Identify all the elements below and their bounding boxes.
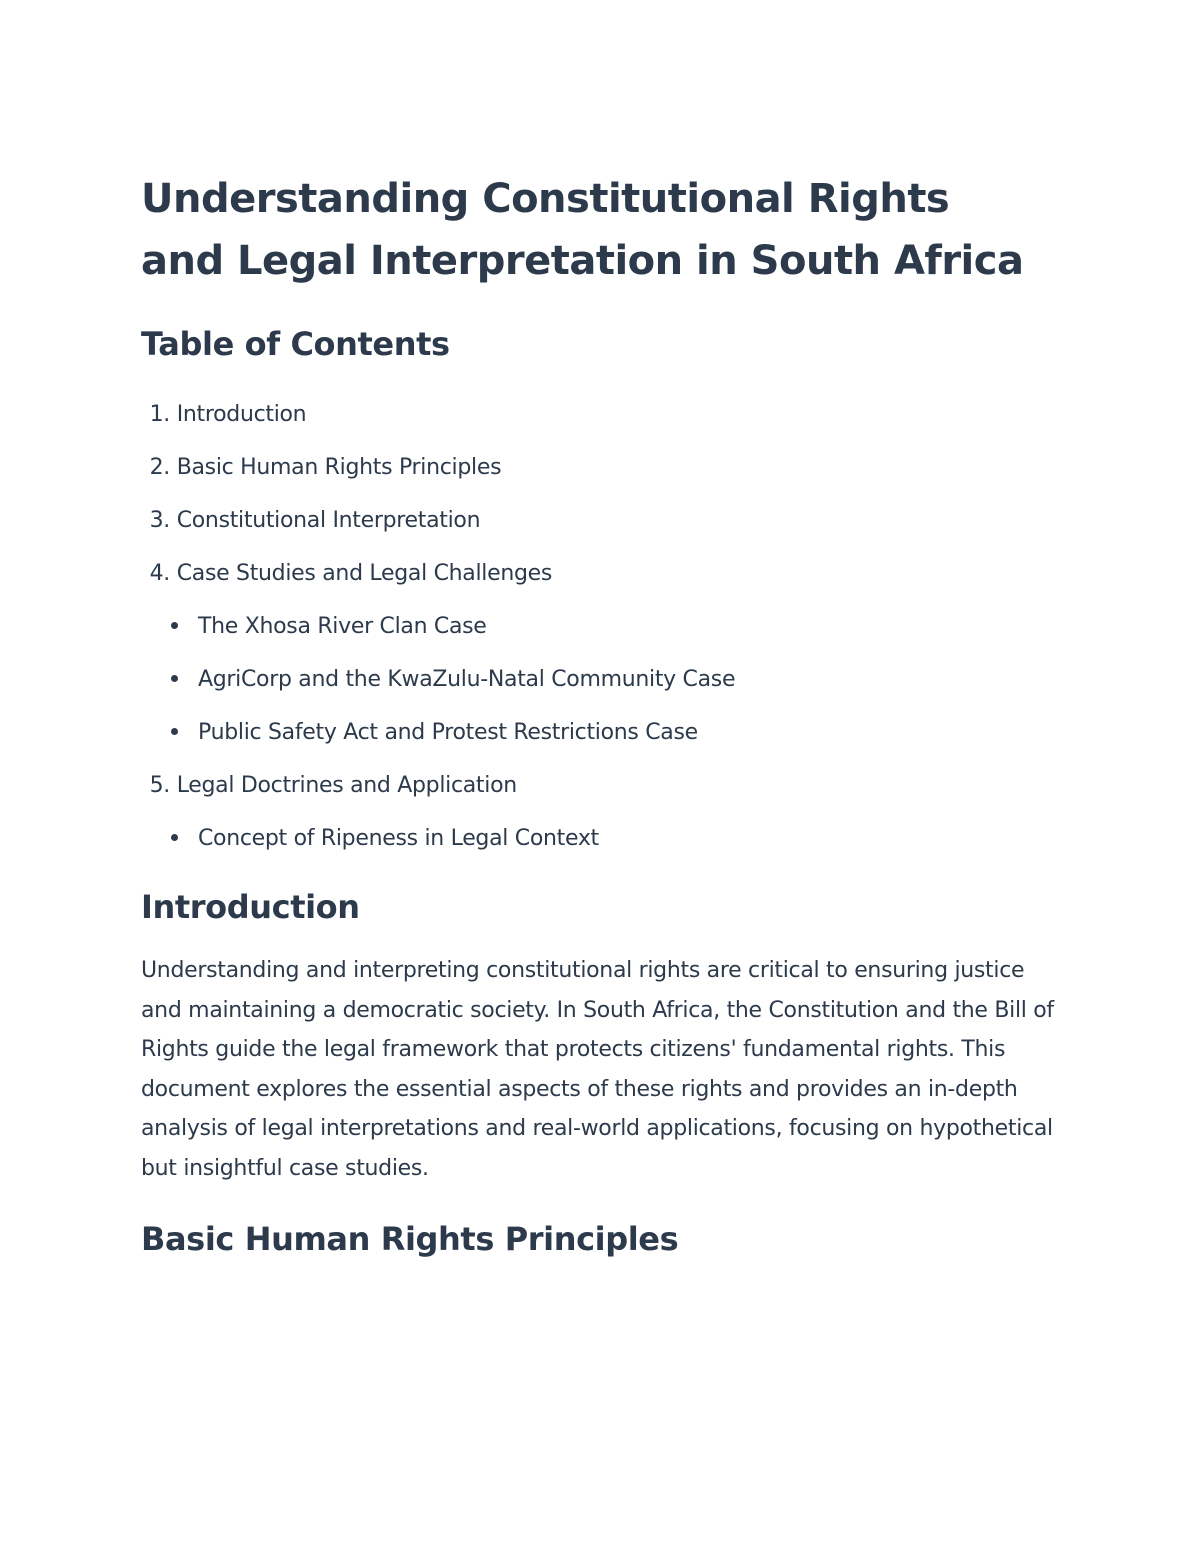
toc-item-constitutional-interpretation[interactable]: [141, 494, 1071, 547]
toc-item-basic-human-rights[interactable]: [141, 441, 1071, 494]
toc-subitem-agricorp[interactable]: [141, 653, 1071, 706]
toc-subitem-xhosa-river-clan[interactable]: [141, 600, 1071, 653]
toc-heading: Table of Contents: [141, 325, 450, 363]
toc-item-number: 4.: [149, 561, 170, 586]
document-page: [141, 168, 1071, 1259]
toc-subitem-label: Concept of Ripeness in Legal Context: [198, 826, 599, 851]
toc-subitem-public-safety-act[interactable]: [141, 706, 1071, 759]
table-of-contents: [141, 388, 1071, 865]
toc-item-number: 2.: [149, 455, 170, 480]
toc-item-label: Case Studies and Legal Challenges: [176, 561, 553, 586]
toc-item-number: 5.: [149, 773, 170, 798]
basic-principles-heading: Basic Human Rights Principles: [141, 1219, 679, 1258]
toc-subitem-ripeness[interactable]: [141, 812, 1071, 865]
bullet-icon: [171, 728, 178, 735]
title-line-1: Understanding Constitutional Rights: [141, 176, 950, 222]
title-line-2: and Legal Interpretation in South Africa: [141, 238, 1024, 284]
toc-item-label: Basic Human Rights Principles: [176, 455, 502, 480]
toc-item-case-studies[interactable]: [141, 547, 1071, 600]
toc-subitem-label: AgriCorp and the KwaZulu-Natal Community Case: [198, 667, 736, 692]
toc-subitem-label: The Xhosa River Clan Case: [198, 614, 487, 639]
introduction-heading: Introduction: [141, 888, 360, 926]
toc-subitem-label: Public Safety Act and Protest Restrictions Case: [198, 720, 698, 745]
toc-item-number: 1.: [149, 402, 170, 427]
toc-item-label: Legal Doctrines and Application: [176, 773, 517, 798]
toc-item-legal-doctrines[interactable]: [141, 759, 1071, 812]
toc-item-introduction[interactable]: [141, 388, 1071, 441]
toc-item-label: Constitutional Interpretation: [176, 508, 481, 533]
document-title: [141, 168, 1071, 292]
bullet-icon: [171, 834, 178, 841]
introduction-paragraph: Understanding and interpreting constitutional rights are critical to ensuring justice and maintaining a democratic society. In South Africa, the Constitution and the Bill of Rights guide the legal framework that protects citizens' fundamental rights. This document explores the essential aspects of these rights and provides an in-depth analysis of legal interpretations and real-world applications, focusing on hypothetical but insightful case studies.: [141, 958, 1054, 1181]
toc-item-number: 3.: [149, 508, 170, 533]
bullet-icon: [171, 622, 178, 629]
bullet-icon: [171, 675, 178, 682]
toc-item-label: Introduction: [176, 402, 307, 427]
